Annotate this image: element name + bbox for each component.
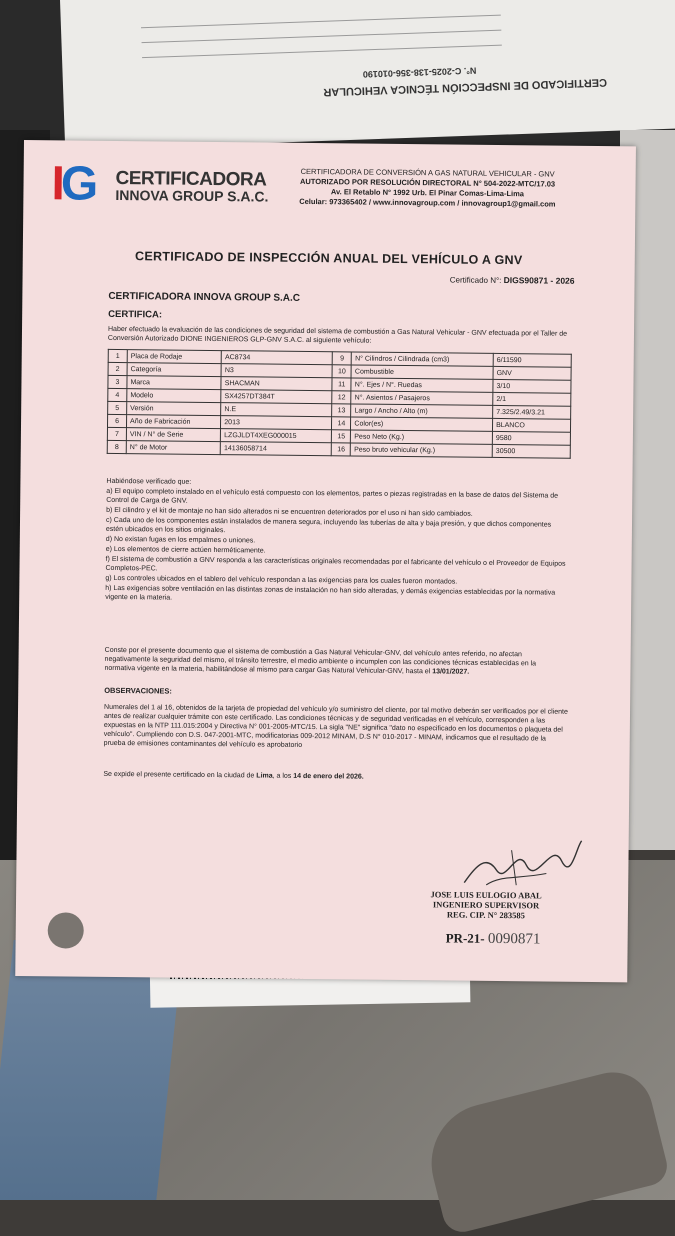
- table-cell: 2013: [221, 416, 332, 430]
- issuance-statement: [103, 771, 567, 783]
- table-cell: BLANCO: [493, 418, 571, 432]
- conste-text: Conste por el presente documento que el sistema de combustión a Gas Natural Vehicular-GNV, del vehículo antes referido, no afectan negativamente la seguridad del mismo, el tránsito terrestre, el medio ambiente o incumplen con las condiciones técnicas establecidas en la normativa vigente en la materia, habilitándose al mismo para cargar Gas Natural Vehicular-GNV, hasta el: [104, 646, 537, 676]
- verification-item: c) Cada uno de los componentes están instalados de manera segura, incluyendo las tuberías de alta y baja presión, y que dichos componentes estén ubicados en los sitios originales.: [105, 516, 552, 535]
- table-cell: GNV: [493, 366, 571, 380]
- background-rule: [142, 30, 502, 44]
- handwritten-signature: [456, 835, 587, 896]
- verification-list: [105, 477, 570, 608]
- issuance-prefix: Se expide el presente certificado en la ciudad de: [103, 770, 255, 780]
- letterhead-line-3: Av. El Retablo N° 1992 Urb. El Pinar Comas-Lima-Lima: [330, 187, 525, 199]
- verification-item: g) Los controles ubicados en el tablero del vehículo respondan a las exigencias para los cuales fueron montados.: [105, 574, 458, 586]
- issuance-date: 14 de enero del 2026.: [293, 772, 364, 781]
- table-cell: 2: [108, 362, 127, 375]
- background-doc-number: N°. C-2025-138-356-010190: [362, 65, 477, 80]
- table-cell: 1: [108, 349, 127, 362]
- table-cell: 5: [108, 401, 127, 414]
- table-cell: SX4257DT384T: [221, 390, 332, 404]
- background-doc-title: CERTIFICADO DE INSPECCIÓN TÉCNICA VEHICULAR: [323, 75, 608, 98]
- certificate-number-label: Certificado N°:: [449, 275, 502, 286]
- table-cell: Color(es): [351, 417, 493, 431]
- table-cell: 6: [107, 414, 126, 427]
- document-title: CERTIFICADO DE INSPECCIÓN ANUAL DEL VEHÍCULO A GNV: [134, 249, 523, 268]
- table-cell: 11: [332, 378, 351, 391]
- company-logo-mark: [51, 157, 95, 211]
- table-cell: SHACMAN: [221, 377, 332, 391]
- table-cell: Categoría: [127, 363, 221, 377]
- table-cell: VIN / N° de Serie: [126, 428, 220, 442]
- conste-date: 13/01/2027.: [432, 668, 470, 676]
- issuance-city: Lima: [256, 772, 273, 780]
- logo-line-1: CERTIFICADORA: [115, 167, 267, 191]
- table-cell: Peso bruto vehicular (Kg.): [351, 443, 493, 457]
- table-cell: Año de Fabricación: [126, 415, 220, 429]
- logo-line-2: INNOVA GROUP S.A.C.: [115, 186, 269, 205]
- certifica-heading: CERTIFICA:: [108, 308, 163, 321]
- table-cell: Combustible: [351, 365, 493, 379]
- table-cell: 13: [332, 404, 351, 417]
- table-cell: Versión: [127, 402, 221, 416]
- signature-block: [406, 889, 566, 921]
- table-cell: Placa de Rodaje: [127, 350, 221, 364]
- table-cell: 14136058714: [220, 442, 331, 456]
- table-cell: N.E: [221, 403, 332, 417]
- table-cell: 7: [107, 427, 126, 440]
- punch-hole: [48, 912, 84, 948]
- table-cell: 10: [332, 365, 351, 378]
- table-cell: 2/1: [493, 392, 571, 406]
- logo-letter-i: I: [51, 157, 62, 211]
- table-cell: 6/11590: [493, 353, 571, 367]
- table-cell: 15: [332, 430, 351, 443]
- table-cell: 16: [332, 443, 351, 456]
- vehicle-table: [107, 349, 572, 459]
- table-cell: 9580: [492, 431, 570, 445]
- verification-item: h) Las exigencias sobre ventilación en las distintas zonas de instalación no han sido alteradas, y demás exigencias establecidas por la normativa vigente en la materia.: [105, 584, 556, 602]
- table-cell: 12: [332, 391, 351, 404]
- table-cell: Modelo: [127, 389, 221, 403]
- logo-letter-g: G: [60, 157, 95, 211]
- background-rule: [142, 45, 502, 59]
- table-cell: N°. Ejes / N°. Ruedas: [351, 378, 493, 392]
- table-cell: Largo / Ancho / Alto (m): [351, 404, 493, 418]
- signer-registration: REG. CIP. N° 283585: [446, 909, 525, 921]
- serial-number: 0090871: [487, 930, 541, 948]
- certificate-number-value: DIGS90871 - 2026: [503, 275, 575, 286]
- letterhead-line-4: Celular: 973365402 / www.innovagroup.com / innovagroup1@gmail.com: [299, 196, 556, 209]
- letterhead-line-1: CERTIFICADORA DE CONVERSIÓN A GAS NATURAL VEHICULAR - GNV: [300, 166, 555, 179]
- table-cell: 7.325/2.49/3.21: [493, 405, 571, 419]
- conste-paragraph: [104, 646, 568, 678]
- company-logo-text: [115, 167, 269, 205]
- letterhead-line-2: AUTORIZADO POR RESOLUCIÓN DIRECTORAL N° 504-2022-MTC/17.03: [299, 176, 556, 189]
- table-cell: 3/10: [493, 379, 571, 393]
- table-cell: N° Cilindros / Cilindrada (cm3): [352, 352, 494, 366]
- table-cell: 4: [108, 388, 127, 401]
- form-serial: [446, 930, 541, 948]
- verification-item: a) El equipo completo instalado en el vehículo está compuesto con los elementos, partes o piezas registradas en la base de datos del Sistema de Control de Carga de GNV.: [106, 487, 559, 505]
- intro-paragraph: Haber efectuado la evaluación de las condiciones de seguridad del sistema de combustión a Gas Natural Vehicular - GNV efectuada por el Taller de Conversión Autorizado DIONE INGENIEROS GLP-GNV S.A.C. al siguiente vehículo:: [107, 325, 568, 345]
- certificate-number: [23, 270, 575, 286]
- table-cell: AC8734: [221, 351, 332, 365]
- table-cell: LZGJLDT4XEG000015: [221, 429, 332, 443]
- verification-intro: Habiéndose verificado que:: [106, 477, 192, 486]
- table-cell: N° de Motor: [126, 441, 220, 455]
- company-name: CERTIFICADORA INNOVA GROUP S.A.C: [108, 290, 301, 304]
- signer-role: INGENIERO SUPERVISOR: [432, 899, 540, 911]
- verification-item: e) Los elementos de cierre actúen herméticamente.: [105, 545, 266, 555]
- table-cell: 3: [108, 375, 127, 388]
- signer-name: JOSE LUIS EULOGIO ABAL: [430, 889, 542, 901]
- table-cell: 14: [332, 417, 351, 430]
- certificate-page: [15, 140, 636, 982]
- issuance-mid: , a los: [272, 772, 292, 780]
- observaciones-heading: OBSERVACIONES:: [104, 685, 172, 696]
- table-cell: Marca: [127, 376, 221, 390]
- observaciones-text: Numerales del 1 al 16, obtenidos de la tarjeta de propiedad del vehículo y/o suministro del cliente, por tal motivo deberán ser verificados por el cliente antes de realizar cualquier trámite con este certificado. Las condiciones técnicas y de seguridad verificadas en el vehículo, corresponden a las expuestas en la NTP 111.015:2004 y Directiva N° 001-2005-MTC/15. La sigla "NE" significa "dato no especificado en los documentos o plaqueta del vehículo". Cumpliendo con D.S. 047-2001-MTC, modificatorias 009-2012 MINAM, D.S N° 010-2017 - MINAM, indicamos que el resultado de la prueba de emisiones contaminantes del vehículo es aprobatorio: [103, 703, 568, 749]
- table-cell: Peso Neto (Kg.): [351, 430, 493, 444]
- table-cell: 9: [333, 352, 352, 365]
- verification-item: f) El sistema de combustión a GNV responda a las características originales recomendadas por el fabricante del vehículo o el Proveedor de Equipos Completos-PEC.: [105, 555, 566, 573]
- background-document: [60, 0, 675, 150]
- letterhead-info: [277, 167, 577, 210]
- table-cell: 8: [107, 440, 126, 453]
- verification-item: d) No existan fugas en los empalmes o uniones.: [105, 535, 256, 545]
- table-cell: N°. Asientos / Pasajeros: [351, 391, 493, 405]
- table-cell: 30500: [492, 444, 570, 458]
- table-cell: N3: [221, 364, 332, 378]
- background-rule: [141, 15, 501, 29]
- verification-item: b) El cilindro y el kit de montaje no han sido alterados ni se encuentren deteriorados por el uso ni han sido cambiados.: [106, 506, 473, 518]
- serial-prefix: PR-21-: [445, 930, 485, 946]
